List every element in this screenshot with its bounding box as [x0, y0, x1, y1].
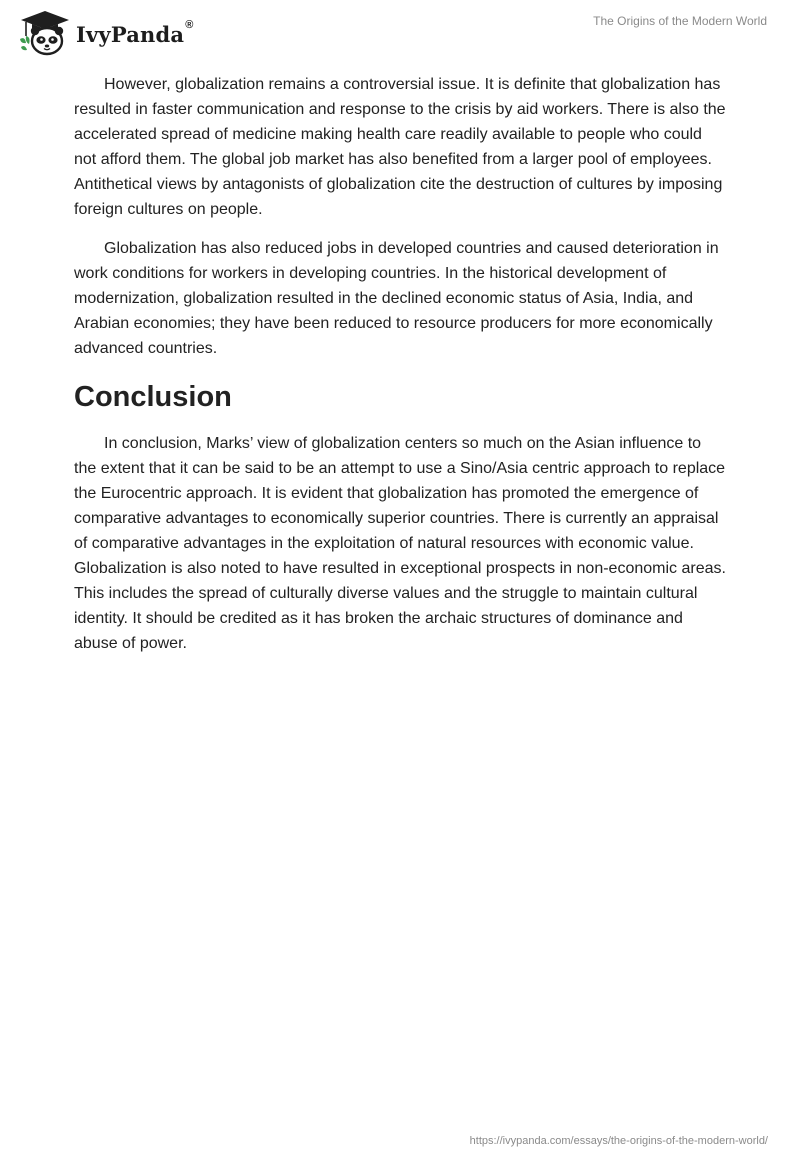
- paragraph-globalization-controversy: However, globalization remains a controversial issue. It is definite that globalization has resulted in faster communication and response to the crisis by aid workers. There is also the accelerated spread of medicine making health care readily available to people who could not afford them. The global job market has also benefited from a larger pool of employees. Antithetical views by antagonists of globalization cite the destruction of cultures by imposing foreign cultures on people.: [74, 76, 726, 218]
- source-url[interactable]: https://ivypanda.com/essays/the-origins-of-the-modern-world/: [469, 1135, 768, 1147]
- page-header: [0, 0, 800, 70]
- conclusion-heading: Conclusion: [74, 381, 232, 413]
- registered-mark: ®: [185, 18, 194, 31]
- logo-wordmark: [76, 18, 194, 47]
- document-title: The Origins of the Modern World: [593, 14, 767, 28]
- panda-graduate-icon: [16, 9, 74, 57]
- ivypanda-logo[interactable]: [16, 9, 194, 57]
- paragraph-globalization-jobs: Globalization has also reduced jobs in developed countries and caused deterioration in work conditions for workers in developing countries. In the historical development of modernization, globalization resulted in the declined economic status of Asia, India, and Arabian economies; they have been reduced to resource producers for more economically advanced countries.: [74, 240, 719, 357]
- logo-wordmark-text: IvyPanda: [76, 21, 185, 47]
- paragraph-conclusion: In conclusion, Marks’ view of globalization centers so much on the Asian influence to the extent that it can be said to be an attempt to use a Sino/Asia centric approach to replace the Eurocentric approach. It is evident that globalization has promoted the emergence of comparative advantages to economically superior countries. There is currently an appraisal of comparative advantages in the exploitation of natural resources with economic value. Globalization is also noted to have resulted in exceptional prospects in non-economic areas. This includes the spread of culturally diverse values and the struggle to maintain cultural identity. It should be credited as it has broken the archaic structures of dominance and abuse of power.: [74, 435, 726, 652]
- essay-content: [74, 72, 726, 670]
